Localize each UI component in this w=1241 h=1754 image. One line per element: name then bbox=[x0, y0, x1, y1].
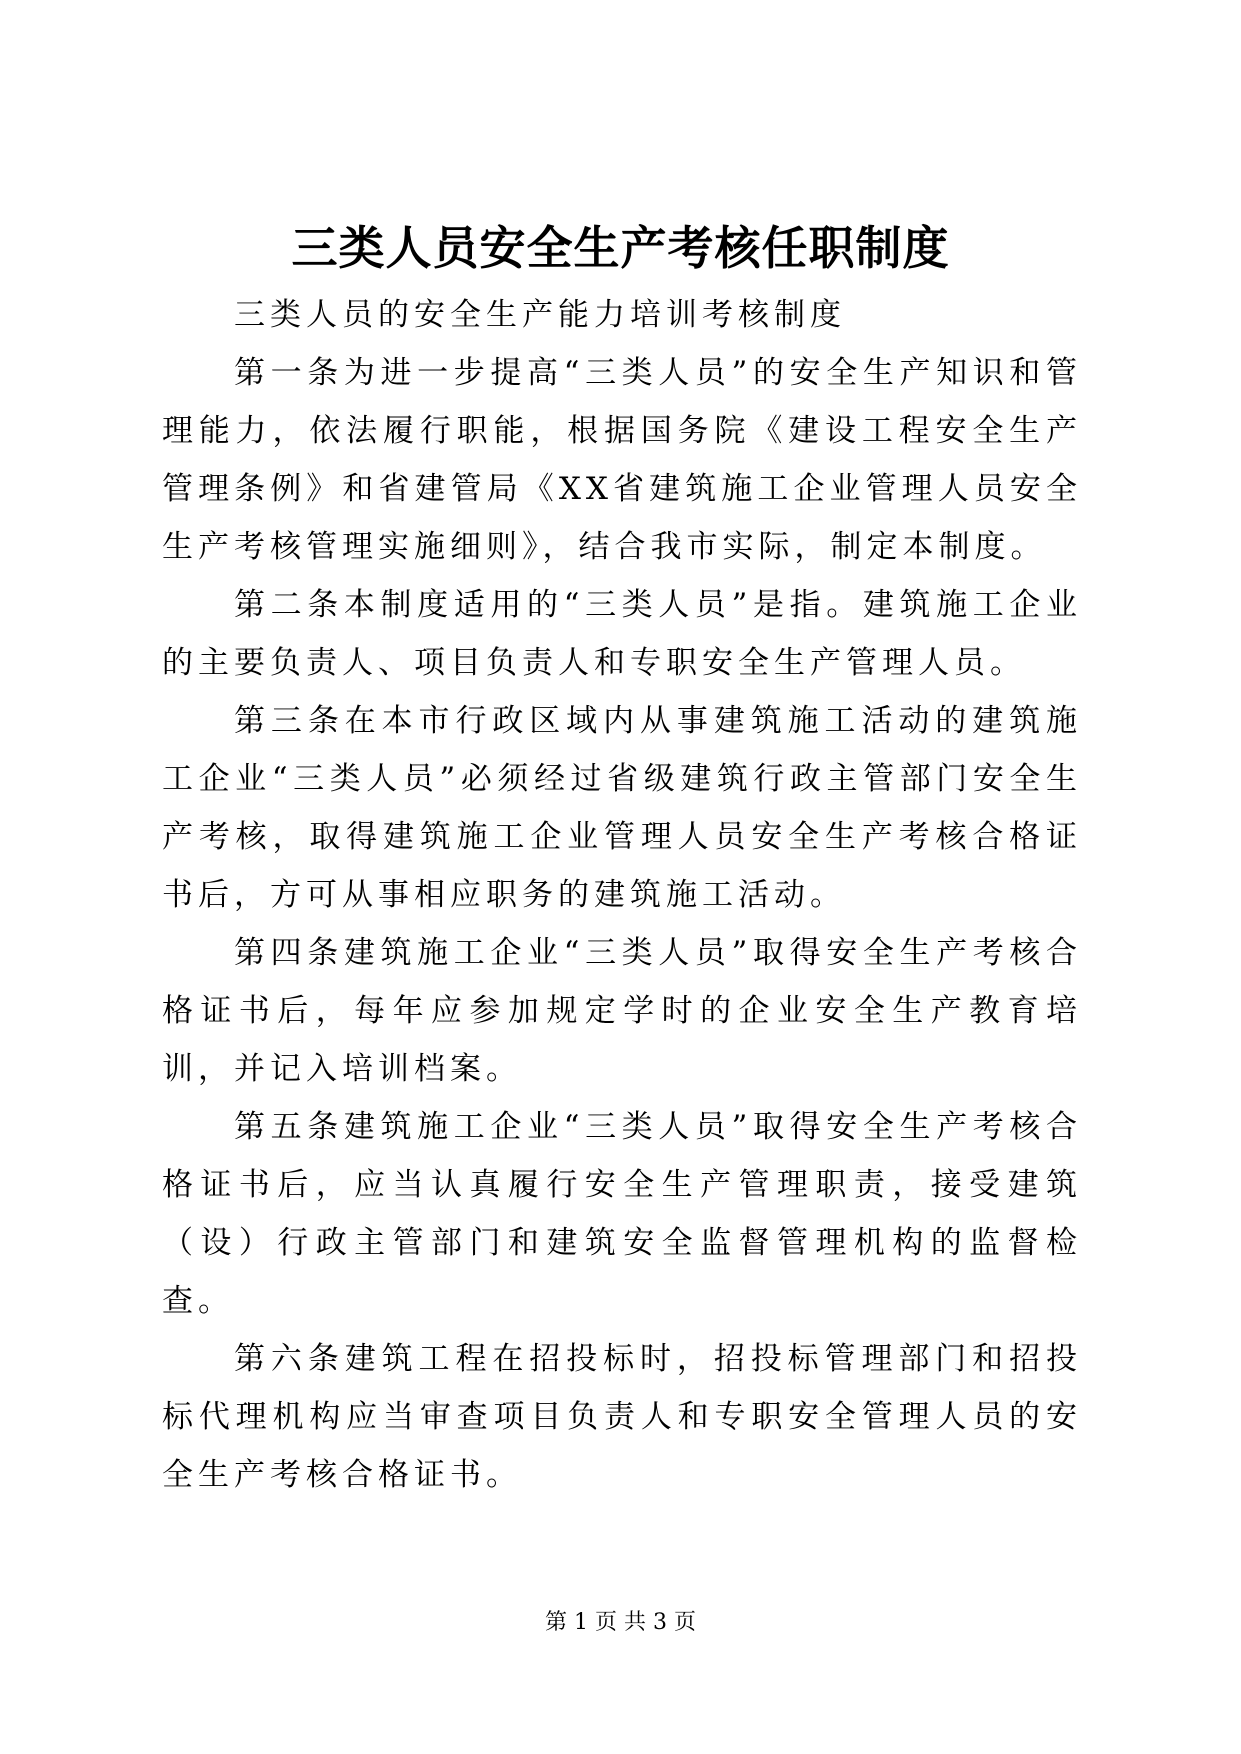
document-title: 三类人员安全生产考核任职制度 bbox=[291, 221, 950, 275]
paragraph-article-3: 第三条在本市行政区域内从事建筑施工活动的建筑施工企业“三类人员”必须经过省级建筑行政主管部门安全生产考核，取得建筑施工企业管理人员安全生产考核合格证书后，方可从事相应职务的建筑施工活动。 bbox=[162, 703, 1082, 913]
paragraph-subtitle: 三类人员的安全生产能力培训考核制度 bbox=[234, 297, 846, 333]
paragraph-article-5: 第五条建筑施工企业“三类人员”取得安全生产考核合格证书后，应当认真履行安全生产管理职责，接受建筑（设）行政主管部门和建筑安全监督管理机构的监督检查。 bbox=[162, 1109, 1082, 1319]
page-number-footer: 第 1 页 共 3 页 bbox=[545, 1610, 696, 1635]
paragraph-article-4: 第四条建筑施工企业“三类人员”取得安全生产考核合格证书后，每年应参加规定学时的企业安全生产教育培训，并记入培训档案。 bbox=[162, 935, 1082, 1087]
document-body bbox=[162, 286, 1082, 1504]
paragraph-article-6: 第六条建筑工程在招投标时，招投标管理部门和招投标代理机构应当审查项目负责人和专职安全管理人员的安全生产考核合格证书。 bbox=[162, 1341, 1082, 1493]
paragraph-article-2: 第二条本制度适用的“三类人员”是指。建筑施工企业的主要负责人、项目负责人和专职安全生产管理人员。 bbox=[162, 587, 1082, 681]
paragraph-article-1: 第一条为进一步提高“三类人员”的安全生产知识和管理能力，依法履行职能，根据国务院《建设工程安全生产管理条例》和省建管局《XX省建筑施工企业管理人员安全生产考核管理实施细则》，结合我市实际，制定本制度。 bbox=[162, 355, 1082, 565]
